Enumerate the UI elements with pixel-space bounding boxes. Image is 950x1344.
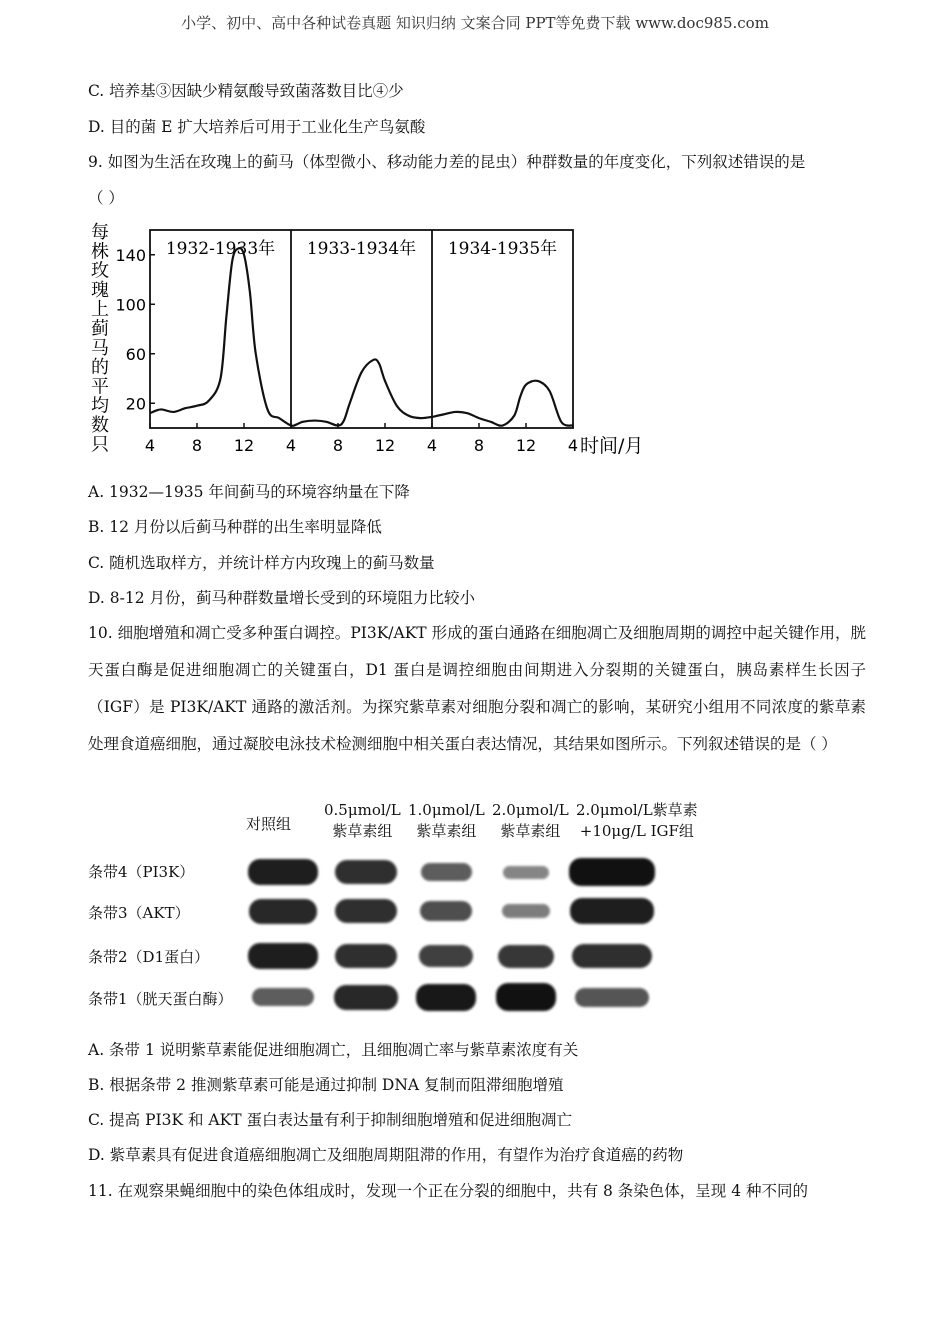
q9-option-a: A. 1932—1935 年间蓟马的环境容纳量在下降 xyxy=(88,483,410,501)
panel-label: 1932-1933年 xyxy=(165,239,276,259)
series-line xyxy=(150,248,573,426)
column-label: 1.0μmol/L 紫草素组 xyxy=(408,801,485,840)
x-tick-label: 8 xyxy=(473,436,485,455)
blot-band xyxy=(335,860,397,884)
blot-band xyxy=(335,944,397,968)
x-tick-label: 4 xyxy=(567,436,579,455)
band-label-pi3k: 条带4（PI3K） xyxy=(88,863,195,881)
y-axis-label-char: 的 xyxy=(91,357,109,379)
q11-stem: 11. 在观察果蝇细胞中的染色体组成时，发现一个正在分裂的细胞中，共有 8 条染色体，呈现 4 种不同的 xyxy=(88,1182,809,1200)
y-tick-label: 60 xyxy=(125,344,146,364)
q10-option-a: A. 条带 1 说明紫草素能促进细胞凋亡，且细胞凋亡率与紫草素浓度有关 xyxy=(88,1041,579,1059)
q9-option-c: C. 随机选取样方，并统计样方内玫瑰上的蓟马数量 xyxy=(88,554,435,572)
q9-option-d: D. 8-12 月份，蓟马种群数量增长受到的环境阻力比较小 xyxy=(88,589,475,607)
x-tick-label: 4 xyxy=(426,436,438,455)
y-axis-label-char: 数 xyxy=(91,415,109,436)
y-tick-label: 140 xyxy=(115,245,146,265)
chart-frame xyxy=(150,230,573,428)
x-tick-label: 8 xyxy=(332,436,344,455)
y-axis-label-char: 马 xyxy=(91,337,109,359)
y-ticks xyxy=(115,246,155,414)
thrips-chart xyxy=(88,218,658,468)
western-blot-figure xyxy=(88,800,728,1025)
x-tick-label: 4 xyxy=(285,436,297,455)
y-tick-label: 20 xyxy=(125,394,146,414)
y-axis-label-char: 均 xyxy=(91,395,109,417)
x-tick-label: 12 xyxy=(374,436,396,455)
y-axis-label-char: 株 xyxy=(91,241,109,263)
x-tick-label: 12 xyxy=(233,436,255,455)
blot-band xyxy=(498,945,554,968)
panel-labels xyxy=(166,238,557,259)
blot-band xyxy=(334,985,397,1010)
blot-band xyxy=(496,983,556,1011)
column-label: 2.0μmol/L紫草素 +10μg/L IGF组 xyxy=(576,801,698,840)
blot-band xyxy=(419,945,474,967)
y-tick-label: 100 xyxy=(115,295,146,315)
blot-band xyxy=(502,904,549,918)
blot-band xyxy=(503,866,550,879)
q10-option-b: B. 根据条带 2 推测紫草素可能是通过抑制 DNA 复制而阻滞细胞增殖 xyxy=(88,1076,564,1094)
x-tick-label: 8 xyxy=(191,436,203,455)
x-tick-label: 12 xyxy=(515,436,537,455)
q9-stem: 9. 如图为生活在玫瑰上的蓟马（体型微小、移动能力差的昆虫）种群数量的年度变化，下列叙述错误的是 xyxy=(88,153,806,171)
x-tick-label: 4 xyxy=(144,436,156,455)
y-axis-label-char: 蓟 xyxy=(91,318,109,340)
q10-stem: 10. 细胞增殖和凋亡受多种蛋白调控。PI3K/AKT 形成的蛋白通路在细胞凋亡及细胞周期的调控中起关键作用，胱天蛋白酶是促进细胞凋亡的关键蛋白，D1 蛋白是调控细胞由间期进入分裂期的关键蛋白，胰岛素样生长因子（IGF）是 PI3K/AKT 通路的激活剂。为探究紫草素对细胞分裂和凋亡的影响，某研究小组用不同浓度的紫草素处理食道癌细胞，通过凝胶电泳技术检测细胞中相关蛋白表达情况，其结果如图所示。下列叙述错误的是（ ） xyxy=(88,624,866,753)
column-label: 对照组 xyxy=(246,815,292,833)
y-axis-label-char: 平 xyxy=(91,376,109,398)
blot-band xyxy=(248,943,318,969)
blot-band xyxy=(572,944,653,968)
q9-blank: （ ） xyxy=(88,189,124,207)
panel-label: 1933-1934年 xyxy=(306,239,417,259)
column-label: 2.0μmol/L 紫草素组 xyxy=(492,801,569,840)
y-axis-label-char: 每 xyxy=(91,222,109,243)
blot-band xyxy=(420,901,473,921)
q10-option-c: C. 提高 PI3K 和 AKT 蛋白表达量有利于抑制细胞增殖和促进细胞凋亡 xyxy=(88,1111,572,1129)
band-label-d1: 条带2（D1蛋白） xyxy=(88,948,210,966)
band-label-caspase: 条带1（胱天蛋白酶） xyxy=(88,990,233,1008)
blot-band xyxy=(421,863,472,881)
y-axis-label xyxy=(91,222,109,455)
blot-band xyxy=(570,898,653,924)
y-axis-label-char: 瑰 xyxy=(91,279,109,301)
blot-band xyxy=(252,988,313,1006)
blot-band xyxy=(575,988,649,1007)
blot-band xyxy=(249,899,318,924)
q10-option-d: D. 紫草素具有促进食道癌细胞凋亡及细胞周期阻滞的作用，有望作为治疗食道癌的药物 xyxy=(88,1146,684,1164)
blot-band xyxy=(248,859,318,885)
column-label: 0.5μmol/L 紫草素组 xyxy=(324,801,401,840)
blot-band xyxy=(569,858,655,886)
panel-label: 1934-1935年 xyxy=(447,239,558,259)
y-axis-label-char: 上 xyxy=(91,299,109,321)
q9-option-b: B. 12 月份以后蓟马种群的出生率明显降低 xyxy=(88,518,382,536)
q8-option-c: C. 培养基③因缺少精氨酸导致菌落数目比④少 xyxy=(88,82,404,100)
q8-option-d: D. 目的菌 E 扩大培养后可用于工业化生产鸟氨酸 xyxy=(88,118,426,136)
page-header: 小学、初中、高中各种试卷真题 知识归纳 文案合同 PPT等免费下载 www.doc985.com xyxy=(181,14,769,32)
y-axis-label-char: 只 xyxy=(91,434,109,456)
blot-band xyxy=(416,984,475,1011)
blot-band xyxy=(335,899,397,923)
y-axis-label-char: 玫 xyxy=(91,260,109,282)
plot-border xyxy=(150,230,573,428)
x-axis-label: 时间/月 xyxy=(580,435,644,457)
band-label-akt: 条带3（AKT） xyxy=(88,904,190,922)
